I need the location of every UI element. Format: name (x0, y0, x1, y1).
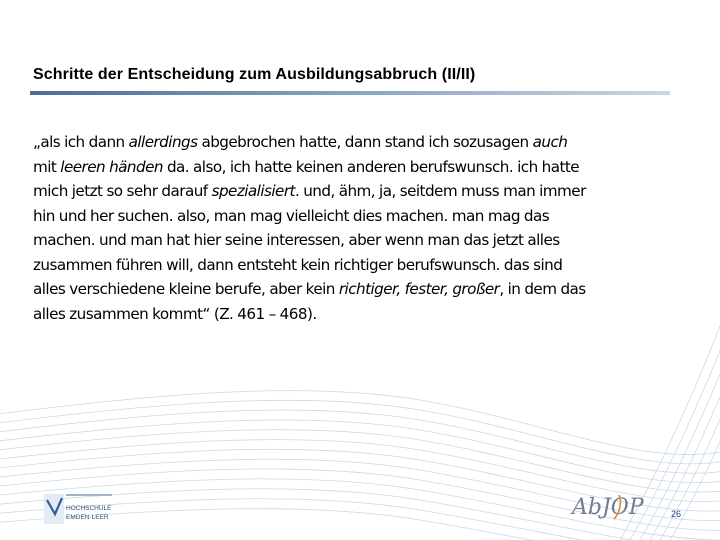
quote-line (33, 204, 683, 229)
quote-text: zusammen führen will, dann entsteht kein richtiger berufswunsch. das sind (33, 255, 563, 274)
page-number: 26 (671, 509, 682, 519)
quote-text: mit (33, 157, 61, 176)
quote-text: . und, ähm, ja, seitdem muss man immer (294, 182, 586, 200)
quote-emphasis: auch (532, 133, 568, 151)
abjop-logo (570, 491, 670, 523)
quote-line (33, 130, 683, 155)
interview-quote (33, 130, 683, 326)
quote-line (33, 277, 683, 302)
quote-text: abgebrochen hatte, dann stand ich sozusagen (197, 133, 533, 151)
slide-title: Schritte der Entscheidung zum Ausbildungsabbruch (II/II) (33, 66, 476, 83)
quote-text: „als ich dann (33, 133, 129, 151)
quote-line (33, 179, 683, 204)
logo-name-line2: EMDEN·LEER (66, 514, 109, 521)
quote-line (33, 253, 683, 278)
quote-text: , in dem das (499, 280, 586, 298)
quote-text: hin und her suchen. also, man mag vielleicht dies machen. man mag das (33, 206, 550, 225)
quote-emphasis: leeren händen (60, 157, 163, 176)
quote-line (33, 302, 683, 327)
quote-emphasis: richtiger, fester, großer (338, 280, 500, 298)
logo-name-line1: HOCHSCHULE (66, 505, 112, 512)
quote-line (33, 155, 683, 180)
abjop-logo-text: AbJOP (572, 495, 644, 520)
title-underline (30, 91, 670, 95)
quote-line (33, 228, 683, 253)
quote-emphasis: spezialisiert (211, 182, 295, 200)
quote-text: alles verschiedene kleine berufe, aber kein (33, 280, 339, 298)
hochschule-logo (44, 490, 124, 526)
logo-tagline-bar (66, 494, 112, 496)
quote-text: da. also, ich hatte keinen anderen berufswunsch. ich hatte (162, 157, 580, 176)
quote-text: alles zusammen kommt“ (Z. 461 – 468). (33, 304, 317, 323)
quote-text: mich jetzt so sehr darauf (33, 182, 212, 200)
quote-text: machen. und man hat hier seine interessen, aber wenn man das jetzt alles (33, 231, 560, 249)
quote-emphasis: allerdings (128, 133, 198, 151)
